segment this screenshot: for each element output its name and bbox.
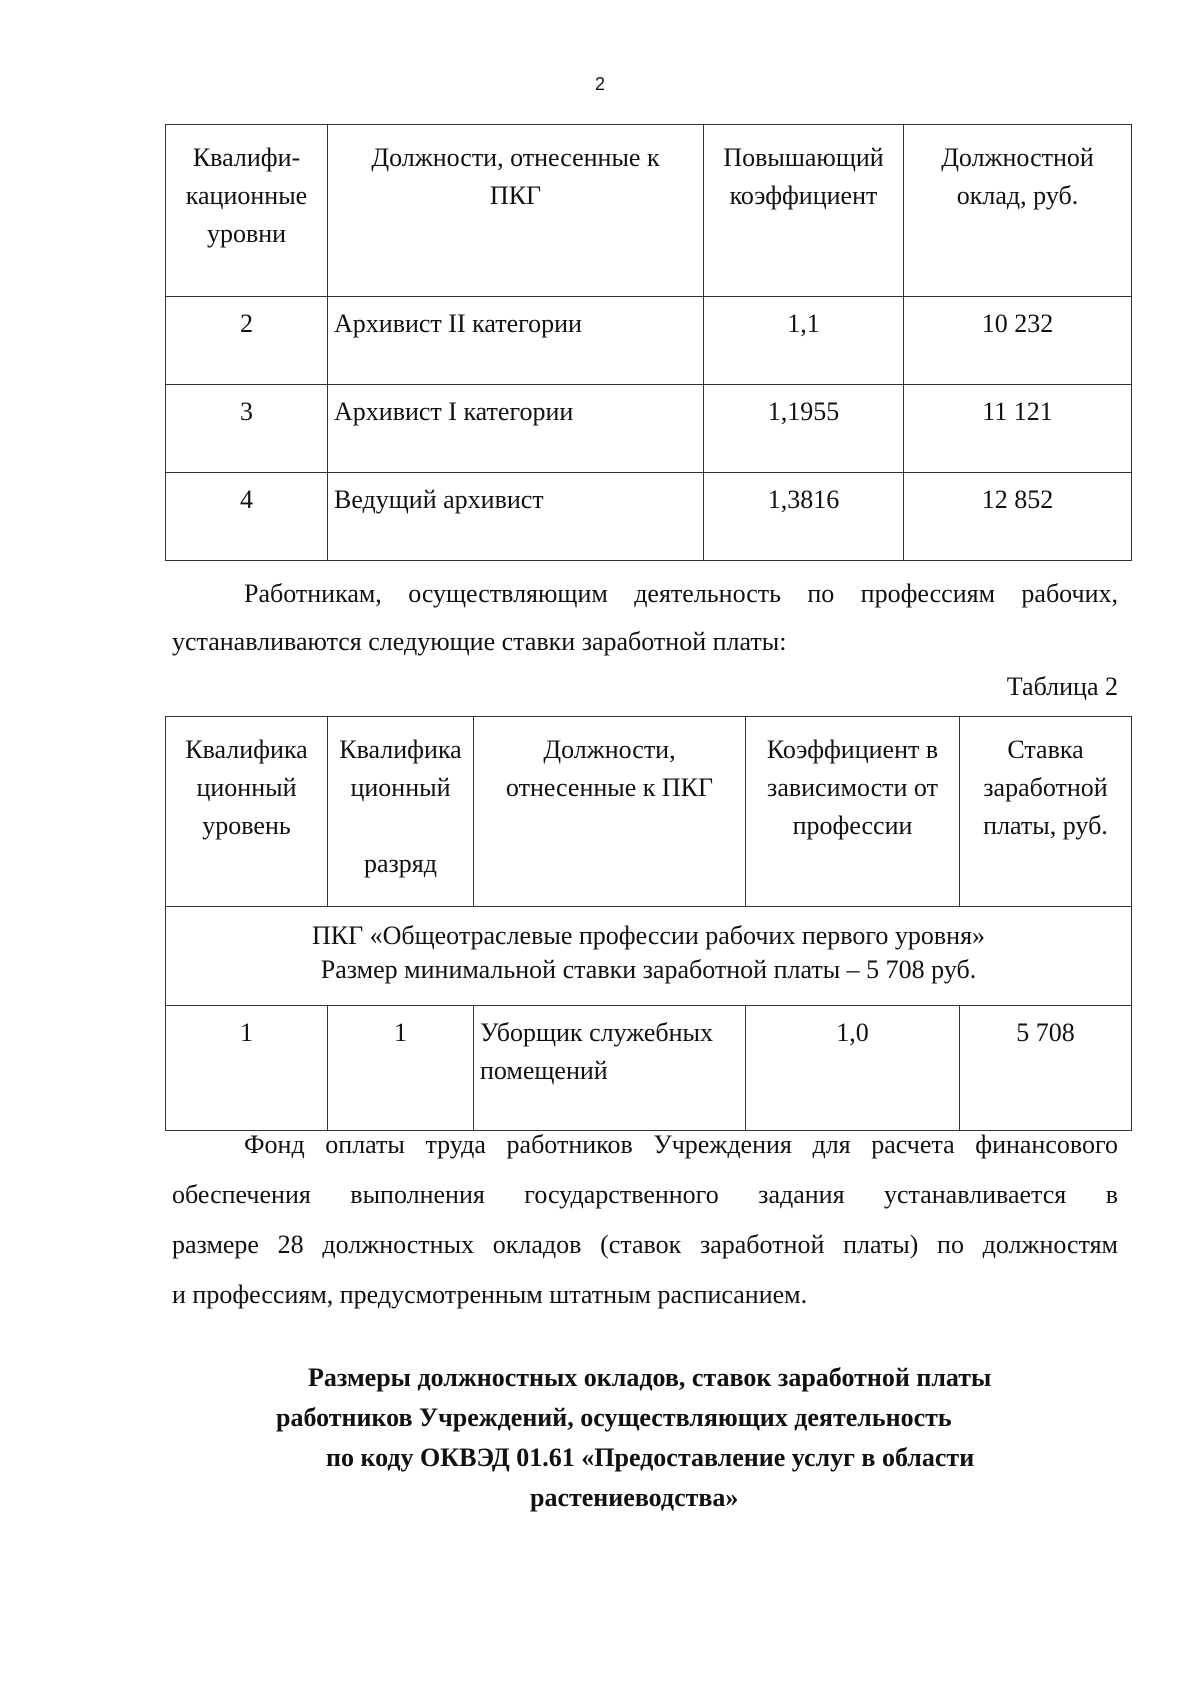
table-cell: 4 [166,473,328,561]
table-1 [165,124,1132,561]
table-cell: Ведущий архивист [328,473,704,561]
group-cell [166,907,1132,1006]
table-cell: 5 708 [960,1006,1132,1131]
table-row [166,473,1132,561]
paragraph-line: Фонд оплаты труда работников Учреждения для расчета финансового [244,1130,1118,1159]
table-1-header-cell: Должности, отнесенные к ПКГ [328,125,704,297]
table-2-header-row [166,717,1132,907]
heading-line: работников Учреждений, осуществляющих деятельность [276,1403,952,1432]
table-cell: Архивист I категории [328,385,704,473]
table-cell: 1,0 [746,1006,960,1131]
group-title: ПКГ «Общеотраслевые профессии рабочих первого уровня» [311,921,986,950]
heading-line: Размеры должностных окладов, ставок заработной платы [308,1363,992,1392]
table-row [166,297,1132,385]
table-1-header-row [166,125,1132,297]
paragraph-2 [172,1120,1118,1320]
heading-line: по коду ОКВЭД 01.61 «Предоставление услуг в области [326,1443,975,1472]
table-2-header-cell: Квалифика ционный уровень [166,717,328,907]
paragraph-1 [172,570,1118,666]
table-cell: 1,1 [704,297,904,385]
table-row [166,1006,1132,1131]
paragraph-line: размере 28 должностных окладов (ставок заработной платы) по должностям [172,1230,1118,1259]
table-cell: 10 232 [904,297,1132,385]
table-1-header-cell: Должностной оклад, руб. [904,125,1132,297]
table-cell: 1,1955 [704,385,904,473]
table-cell: 2 [166,297,328,385]
table-cell: 11 121 [904,385,1132,473]
section-heading [172,1358,1172,1518]
paragraph-line: обеспечения выполнения государственного задания устанавливается в [172,1180,1118,1209]
table-cell: 12 852 [904,473,1132,561]
table-cell: 1 [328,1006,474,1131]
group-min-rate: Размер минимальной ставки заработной платы – 5 708 руб. [320,955,977,984]
table-row [166,385,1132,473]
table-2-header-cell: Должности, отнесенные к ПКГ [474,717,746,907]
table-cell: 1 [166,1006,328,1131]
paragraph-line: устанавливаются следующие ставки заработной платы: [172,627,787,656]
table-cell: 3 [166,385,328,473]
paragraph-line: Работникам, осуществляющим деятельность по профессиям рабочих, [244,579,1118,608]
page-number: 2 [594,74,605,94]
table-1-header-cell: Повышающий коэффициент [704,125,904,297]
table-cell: 1,3816 [704,473,904,561]
paragraph-line: и профессиям, предусмотренным штатным расписанием. [172,1280,808,1309]
table-cell: Архивист II категории [328,297,704,385]
table-cell: Уборщик служебных помещений [474,1006,746,1131]
table-2-label: Таблица 2 [1006,672,1118,701]
table-2 [165,716,1132,1131]
table-2-header-cell: Коэффициент в зависимости от профессии [746,717,960,907]
table-1-header-cell: Квалифи- кационные уровни [166,125,328,297]
table-2-header-cell: Ставка заработной платы, руб. [960,717,1132,907]
table-2-header-cell: Квалифика ционный разряд [328,717,474,907]
table-2-group-row [166,907,1132,1006]
heading-line: растениеводства» [530,1483,739,1512]
